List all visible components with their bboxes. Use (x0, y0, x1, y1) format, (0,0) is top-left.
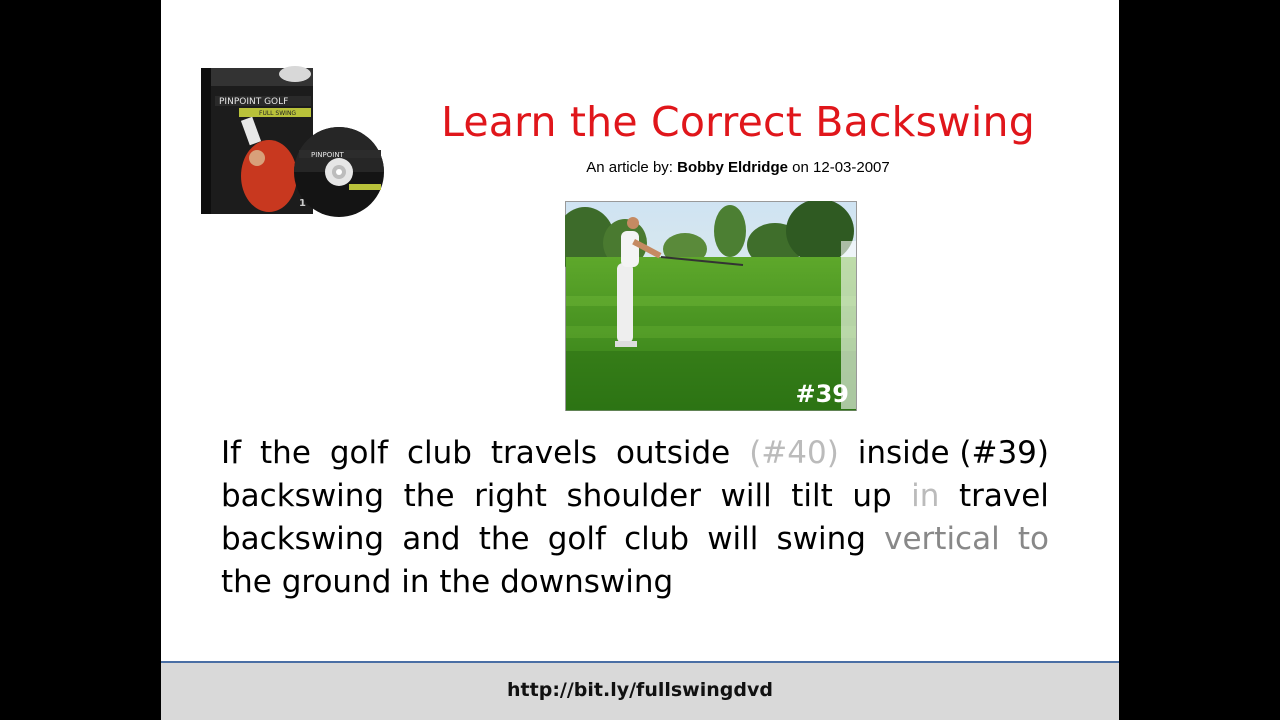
dvd-product-image (199, 66, 389, 218)
slide-title: Learn the Correct Backswing (441, 98, 1035, 146)
article-paragraph (221, 432, 1049, 604)
byline-date: 12-03-2007 (813, 159, 890, 176)
paragraph-line-4: the ground in the downswing (221, 564, 674, 600)
slide (161, 0, 1119, 720)
footer-url-link[interactable]: http://bit.ly/fullswingdvd (507, 679, 773, 701)
dvd-title: FULL SWING (259, 110, 297, 117)
paragraph-line-3: backswing and the golf club will swing vertical to (221, 521, 1049, 557)
dvd-brand: PINPOINT GOLF (219, 97, 289, 107)
byline-connector: on (792, 159, 809, 176)
slide-footer (161, 661, 1119, 720)
svg-text:PINPOINT: PINPOINT (311, 151, 344, 159)
golfer-photo (565, 201, 857, 411)
byline-author: Bobby Eldridge (677, 159, 788, 176)
byline (423, 159, 1053, 176)
dvd-volume: 1 (299, 198, 306, 209)
paragraph-line-2: backswing the right shoulder will tilt up in travel (221, 478, 1049, 514)
photo-badge: #39 (795, 380, 849, 408)
byline-prefix: An article by: (586, 159, 673, 176)
paragraph-line-1: If the golf club travels outside (#40) inside (#39) (221, 435, 1049, 471)
